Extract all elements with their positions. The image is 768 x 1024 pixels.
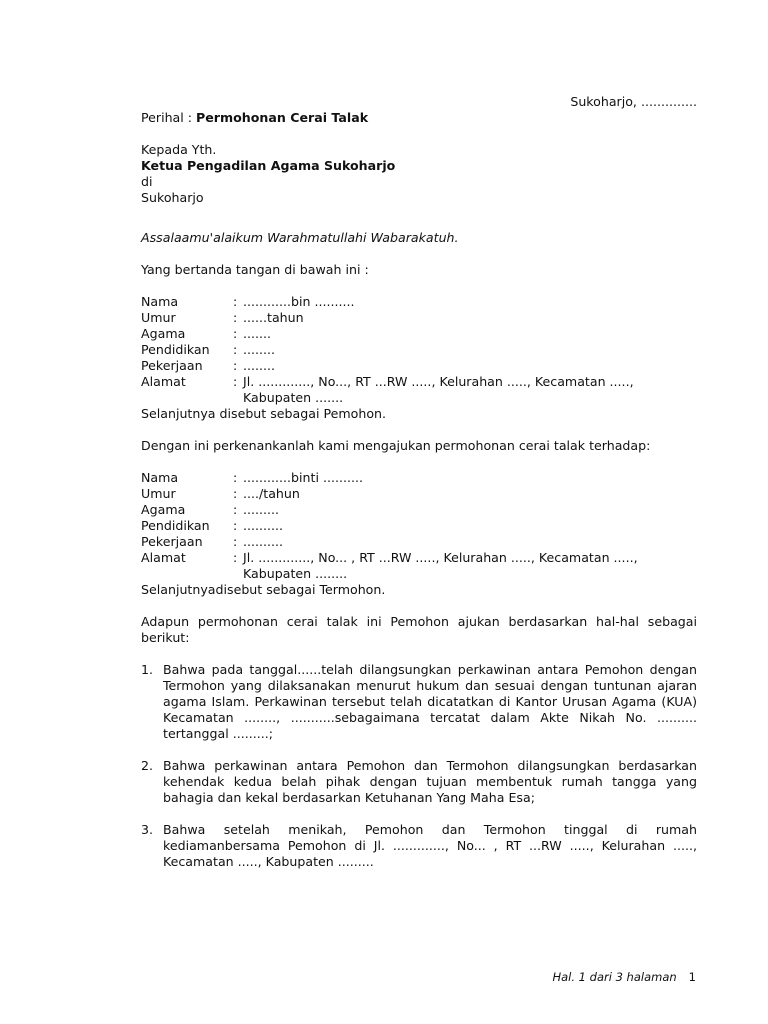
field-label: Pendidikan	[141, 342, 210, 357]
page-footer	[500, 969, 696, 985]
recipient-line-1: Kepada Yth.	[141, 142, 217, 157]
field-colon: :	[233, 374, 238, 389]
list-item	[141, 662, 697, 742]
field-value	[243, 550, 697, 582]
alamat-line-2: Kabupaten ........	[243, 566, 348, 581]
letter-body	[141, 94, 697, 870]
field-colon: :	[233, 470, 238, 485]
intro-text: Yang bertanda tangan di bawah ini :	[141, 262, 369, 277]
field-value: .......	[243, 326, 272, 341]
field-colon: :	[233, 486, 238, 501]
field-label: Agama	[141, 326, 186, 341]
field-label: Alamat	[141, 550, 186, 565]
item-number: 3.	[141, 822, 154, 837]
field-colon: :	[233, 550, 238, 565]
field-value: ............binti ..........	[243, 470, 363, 485]
field-value: .........	[243, 502, 280, 517]
transition-text: Dengan ini perkenankanlah kami mengajukan permohonan cerai talak terhadap:	[141, 438, 651, 453]
field-value: ..........	[243, 518, 284, 533]
pemohon-closing: Selanjutnya disebut sebagai Pemohon.	[141, 406, 387, 421]
list-item	[141, 822, 697, 870]
field-colon: :	[233, 534, 238, 549]
field-label: Nama	[141, 294, 179, 309]
field-colon: :	[233, 310, 238, 325]
alamat-line-2: Kabupaten .......	[243, 390, 344, 405]
field-label: Nama	[141, 470, 179, 485]
termohon-alamat-row	[141, 550, 697, 582]
greeting: Assalaamu'alaikum Warahmatullahi Wabarakatuh.	[141, 230, 459, 245]
field-label: Pendidikan	[141, 518, 210, 533]
item-number: 2.	[141, 758, 154, 773]
recipient-line-2: Ketua Pengadilan Agama Sukoharjo	[141, 158, 396, 173]
field-colon: :	[233, 502, 238, 517]
field-label: Agama	[141, 502, 186, 517]
subject-value: Permohonan Cerai Talak	[196, 110, 369, 125]
field-value	[243, 374, 697, 406]
subject-line	[141, 110, 697, 126]
field-colon: :	[233, 326, 238, 341]
field-value: ............bin ..........	[243, 294, 355, 309]
field-value: ........	[243, 342, 276, 357]
item-text: Bahwa pada tanggal......telah dilangsungkan perkawinan antara Pemohon dengan Termohon yang dilaksanakan menurut hukum dan sesuai dengan tuntunan ajaran agama Islam. Perkawinan tersebut telah dicatatkan di Kantor Urusan Agama (KUA) Kecamatan ........, ...........sebagaimana tercatat dalam Akte Nikah No. .......... tertanggal .........;	[163, 662, 697, 741]
field-value: ..../tahun	[243, 486, 300, 501]
recipient-line-3: di	[141, 174, 153, 189]
pemohon-section	[141, 294, 697, 422]
field-label: Alamat	[141, 374, 186, 389]
field-colon: :	[233, 518, 238, 533]
subject-label: Perihal :	[141, 110, 197, 125]
field-label: Pekerjaan	[141, 534, 203, 549]
termohon-agama-row	[141, 502, 697, 518]
field-colon: :	[233, 342, 238, 357]
field-label: Pekerjaan	[141, 358, 203, 373]
alamat-line-1: Jl. ............., No..., RT ...RW ....., Kelurahan ....., Kecamatan .....,	[243, 374, 634, 389]
pemohon-agama-row	[141, 326, 697, 342]
alamat-line-1: Jl. ............., No... , RT ...RW ....., Kelurahan ....., Kecamatan .....,	[243, 550, 638, 565]
field-value: ......tahun	[243, 310, 304, 325]
field-label: Umur	[141, 486, 176, 501]
basis-intro: Adapun permohonan cerai talak ini Pemohon ajukan berdasarkan hal-hal sebagai berikut:	[141, 614, 697, 645]
item-text: Bahwa setelah menikah, Pemohon dan Termohon tinggal di rumah kediamanbersama Pemohon di Jl. ............., No... , RT ...RW ....., Kelurahan ....., Kecamatan ....., Kabupaten .........	[163, 822, 697, 869]
termohon-nama-row	[141, 470, 697, 486]
termohon-section	[141, 470, 697, 598]
field-colon: :	[233, 294, 238, 309]
termohon-pekerjaan-row	[141, 534, 697, 550]
item-number: 1.	[141, 662, 154, 677]
page-number: 1	[688, 970, 696, 984]
pemohon-pekerjaan-row	[141, 358, 697, 374]
recipient-line-4: Sukoharjo	[141, 190, 204, 205]
field-value: ........	[243, 358, 276, 373]
list-item	[141, 758, 697, 806]
field-colon: :	[233, 358, 238, 373]
pemohon-nama-row	[141, 294, 697, 310]
item-text: Bahwa perkawinan antara Pemohon dan Termohon dilangsungkan berdasarkan kehendak kedua belah pihak dengan tujuan membentuk rumah tangga yang bahagia dan kekal berdasarkan Ketuhanan Yang Maha Esa;	[163, 758, 697, 805]
pemohon-pendidikan-row	[141, 342, 697, 358]
termohon-closing: Selanjutnyadisebut sebagai Termohon.	[141, 582, 386, 597]
field-value: ..........	[243, 534, 284, 549]
pemohon-umur-row	[141, 310, 697, 326]
termohon-pendidikan-row	[141, 518, 697, 534]
field-label: Umur	[141, 310, 176, 325]
pemohon-alamat-row	[141, 374, 697, 406]
termohon-umur-row	[141, 486, 697, 502]
page-indicator: Hal. 1 dari 3 halaman	[552, 970, 677, 984]
date-line: Sukoharjo, ..............	[570, 94, 697, 109]
